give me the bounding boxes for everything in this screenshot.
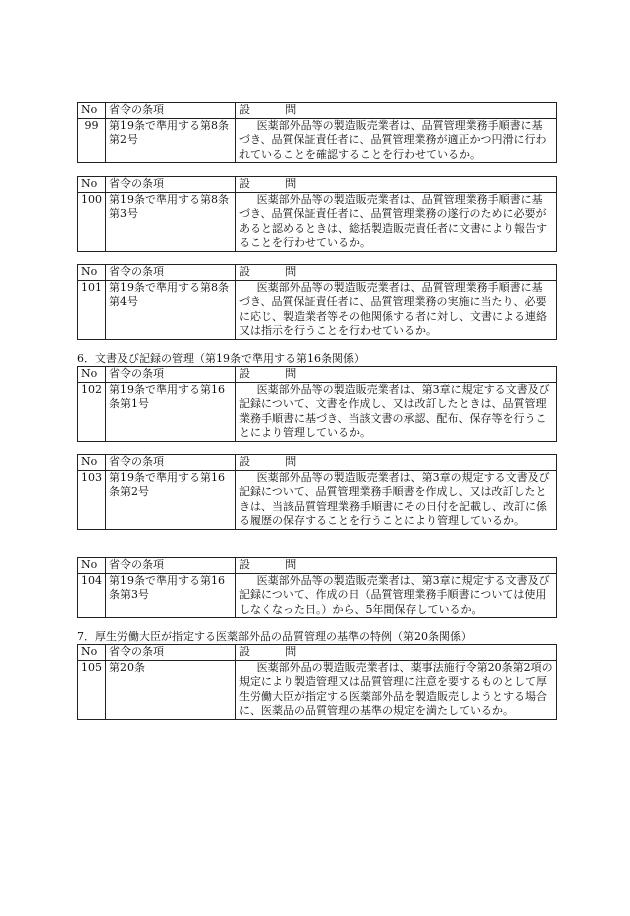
no-header: No — [78, 265, 106, 281]
table-row — [78, 660, 557, 719]
table-row — [78, 573, 557, 618]
no-header: No — [78, 455, 106, 471]
article-cell: 第19条で準用する第8条第3号 — [106, 192, 236, 251]
no-header: No — [78, 645, 106, 661]
table-header-row — [78, 367, 557, 383]
article-cell: 第19条で準用する第8条第2号 — [106, 118, 236, 163]
item-number: 99 — [78, 118, 106, 163]
item-number: 105 — [78, 660, 106, 719]
table-header-row — [78, 558, 557, 574]
question-cell: 医薬部外品等の製造販売業者は、第3章の規定する文書及び記録について、品質管理業務手順書を作成し、又は改訂したときは、当該品質管理業務手順書にその日付を記載し、改訂に係る履歴の保存することを行うことにより管理しているか。 — [236, 470, 557, 529]
question-cell: 医薬部外品等の製造販売業者は、品質管理業務手順書に基づき、品質保証責任者に、品質管理業務の実施に当たり、必要に応じ、製造業者等その他関係する者に対し、文書による連絡又は指示を行うことを行わせているか。 — [236, 280, 557, 339]
article-cell: 第19条で準用する第16条第2号 — [106, 470, 236, 529]
item-number: 101 — [78, 280, 106, 339]
article-cell: 第19条で準用する第16条第3号 — [106, 573, 236, 618]
question-cell: 医薬部外品の製造販売業者は、薬事法施行令第20条第2項の規定により製造管理又は品質管理に注意を要するものとして厚生労働大臣が指定する医薬部外品を製造販売しようとする場合に、医薬品の品質管理の基準の規定を満たしているか。 — [236, 660, 557, 719]
question-table-104 — [77, 557, 557, 618]
article-cell: 第20条 — [106, 660, 236, 719]
question-table-103 — [77, 454, 557, 530]
article-header: 省令の条項 — [106, 265, 236, 281]
table-row — [78, 470, 557, 529]
table-header-row — [78, 455, 557, 471]
article-header: 省令の条項 — [106, 177, 236, 193]
question-table-105 — [77, 644, 557, 720]
table-header-row — [78, 177, 557, 193]
question-table-99 — [77, 102, 557, 163]
question-header: 設 問 — [236, 558, 557, 574]
question-header: 設 問 — [236, 645, 557, 661]
question-table-100 — [77, 176, 557, 252]
article-header: 省令の条項 — [106, 367, 236, 383]
table-header-row — [78, 645, 557, 661]
article-header: 省令の条項 — [106, 558, 236, 574]
no-header: No — [78, 367, 106, 383]
item-number: 102 — [78, 382, 106, 441]
question-cell: 医薬部外品等の製造販売業者は、第3章に規定する文書及び記録について、作成の日（品質管理業務手順書については使用しなくなった日。）から、5年間保存しているか。 — [236, 573, 557, 618]
item-number: 100 — [78, 192, 106, 251]
article-header: 省令の条項 — [106, 645, 236, 661]
article-cell: 第19条で準用する第16条第1号 — [106, 382, 236, 441]
table-row — [78, 118, 557, 163]
no-header: No — [78, 103, 106, 119]
table-header-row — [78, 265, 557, 281]
table-header-row — [78, 103, 557, 119]
question-cell: 医薬部外品等の製造販売業者は、品質管理業務手順書に基づき、品質保証責任者に、品質管理業務の遂行のために必要があると認めるときは、総括製造販売責任者に文書により報告することを行わせているか。 — [236, 192, 557, 251]
section-heading-7: 7．厚生労働大臣が指定する医薬部外品の品質管理の基準の特例（第20条関係） — [77, 630, 472, 643]
question-header: 設 問 — [236, 455, 557, 471]
table-row — [78, 192, 557, 251]
question-cell: 医薬部外品等の製造販売業者は、品質管理業務手順書に基づき、品質保証責任者に、品質管理業務が適正かつ円滑に行われていることを確認することを行わせているか。 — [236, 118, 557, 163]
question-header: 設 問 — [236, 265, 557, 281]
section-heading-6: 6．文書及び記録の管理（第19条で準用する第16条関係） — [77, 352, 365, 365]
question-table-102 — [77, 366, 557, 442]
no-header: No — [78, 558, 106, 574]
item-number: 104 — [78, 573, 106, 618]
article-header: 省令の条項 — [106, 103, 236, 119]
question-header: 設 問 — [236, 103, 557, 119]
question-table-101 — [77, 264, 557, 340]
question-header: 設 問 — [236, 367, 557, 383]
article-cell: 第19条で準用する第8条第4号 — [106, 280, 236, 339]
no-header: No — [78, 177, 106, 193]
table-row — [78, 382, 557, 441]
article-header: 省令の条項 — [106, 455, 236, 471]
question-header: 設 問 — [236, 177, 557, 193]
question-cell: 医薬部外品等の製造販売業者は、第3章に規定する文書及び記録について、文書を作成し、又は改訂したときは、品質管理業務手順書に基づき、当該文書の承認、配布、保存等を行うことにより管理しているか。 — [236, 382, 557, 441]
item-number: 103 — [78, 470, 106, 529]
table-row — [78, 280, 557, 339]
